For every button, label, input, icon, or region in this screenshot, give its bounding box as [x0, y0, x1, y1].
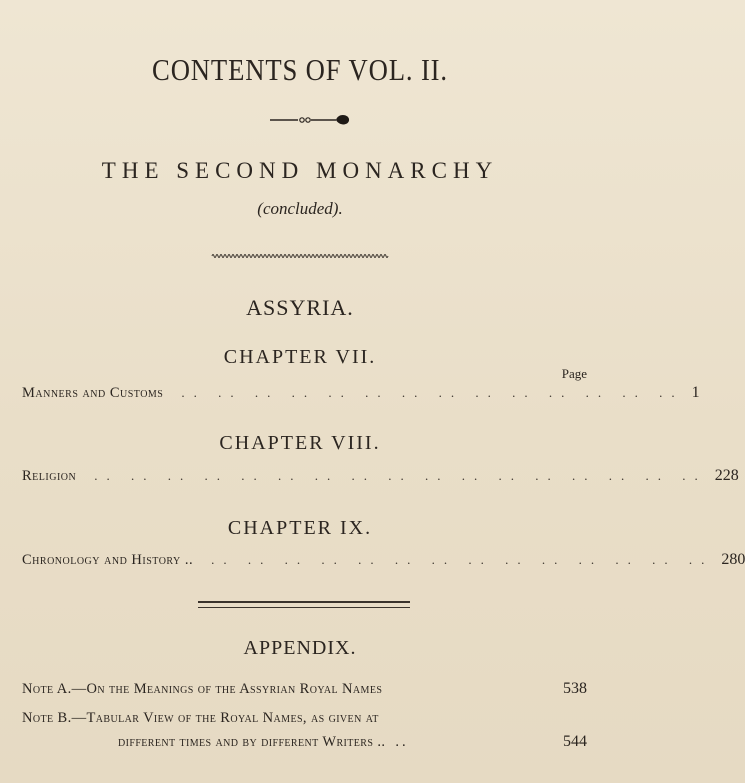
appendix-title: APPENDIX.	[243, 637, 357, 659]
toc-page-number: 228	[714, 467, 739, 484]
toc-page-number: 538	[563, 680, 587, 697]
dot-leader: .. .. .. .. .. .. .. .. .. .. .. .. .. ..	[181, 385, 684, 400]
section-title: ASSYRIA.	[246, 295, 354, 320]
dot-leader: ..	[395, 734, 409, 750]
wavy-divider	[212, 252, 388, 260]
appendix-note[interactable]	[22, 680, 587, 698]
toc-entry-title: Chronology and History ..	[22, 552, 194, 568]
toc-entry[interactable]	[22, 467, 739, 489]
toc-page-number: 1	[691, 384, 700, 401]
toc-entry[interactable]	[22, 551, 745, 573]
dot-leader: .. .. .. .. .. .. .. .. .. .. .. .. .. .. .. .. ..	[94, 468, 707, 483]
part-title: THE SECOND MONARCHY	[101, 158, 499, 183]
ornament-icon	[268, 110, 352, 130]
appendix-note-title-continued: different times and by different Writers ..	[118, 734, 386, 750]
appendix-note-title: Note B.—Tabular View of the Royal Names, as given at	[22, 710, 379, 726]
dot-leader: .. .. .. .. .. .. .. .. .. .. .. .. .. ..	[211, 552, 714, 567]
toc-page-number: 280	[721, 551, 745, 568]
chapter-heading: CHAPTER VIII.	[219, 432, 381, 454]
page-title: CONTENTS OF VOL. II.	[152, 52, 448, 87]
toc-entry-title: Manners and Customs	[22, 385, 164, 401]
toc-page-number: 544	[563, 733, 587, 750]
chapter-heading: CHAPTER IX.	[227, 517, 373, 539]
toc-entry[interactable]	[22, 384, 700, 406]
page-column-label: Page	[561, 366, 587, 381]
appendix-note[interactable]	[22, 710, 587, 727]
toc-entry-title: Religion	[22, 468, 77, 484]
part-subtitle: (concluded).	[257, 199, 343, 218]
appendix-note-title: Note A.—On the Meanings of the Assyrian Royal Names	[22, 681, 383, 697]
chapter-heading: CHAPTER VII.	[223, 346, 377, 368]
double-rule-divider	[198, 601, 410, 608]
appendix-note-continuation[interactable]	[118, 733, 587, 751]
